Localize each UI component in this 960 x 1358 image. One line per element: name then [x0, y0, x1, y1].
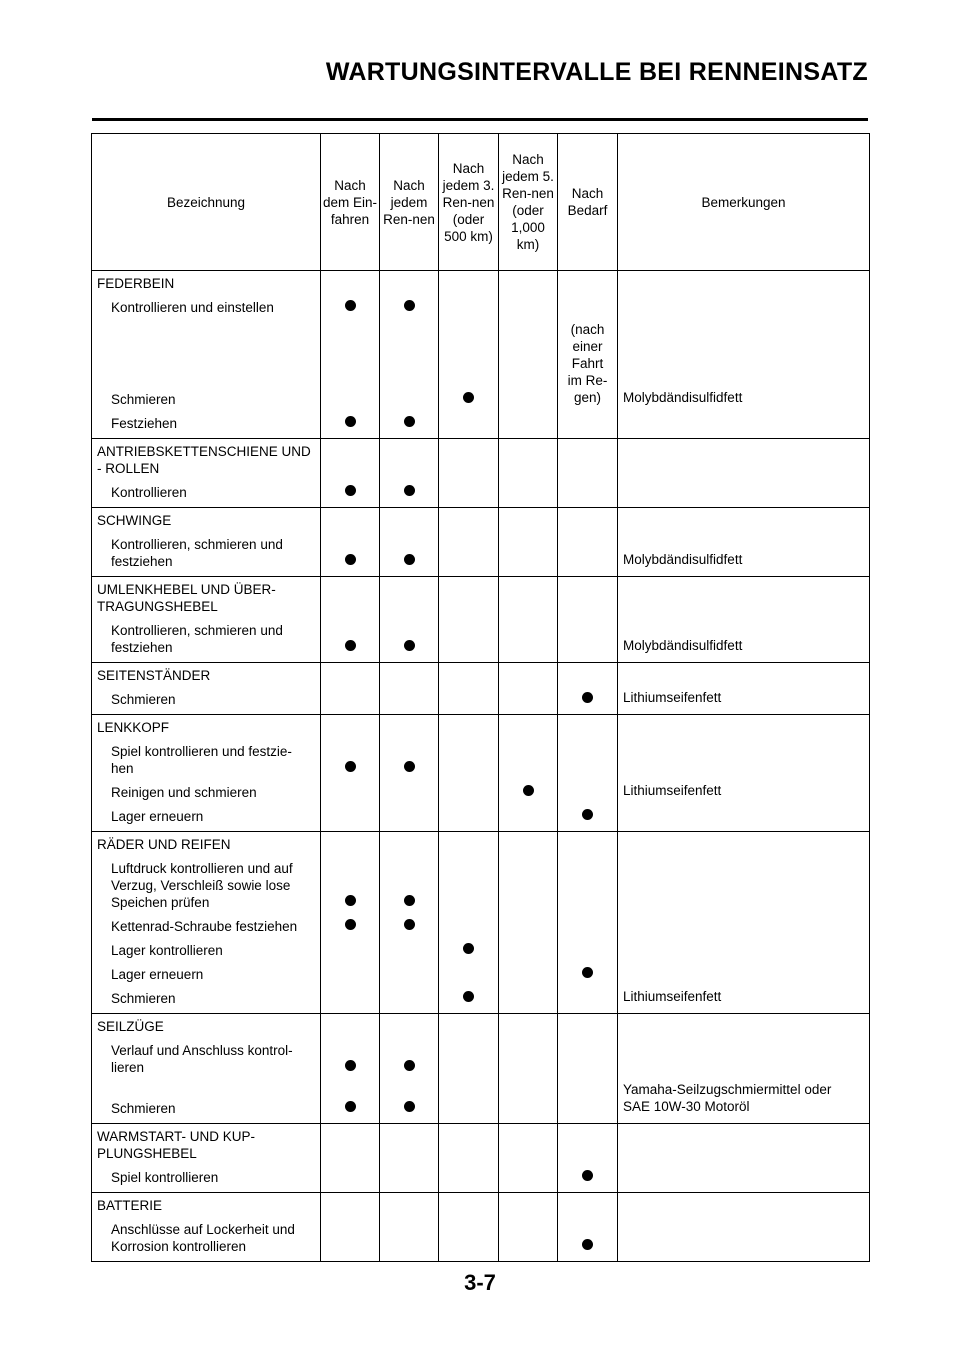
remarks-cell — [618, 1014, 870, 1124]
check-dot-icon — [463, 943, 474, 954]
section-title: SEITENSTÄNDER — [97, 668, 211, 683]
interval-cell — [499, 1124, 558, 1193]
task-label: Luftdruck kontrollieren und auf Verzug, Verschleiß sowie lose Speichen prüfen — [111, 861, 293, 910]
interval-cell — [439, 577, 499, 663]
remark-text: Molybdändisulfidfett — [623, 638, 743, 653]
section-name-cell — [92, 1124, 321, 1193]
check-dot-icon — [404, 895, 415, 906]
interval-cell — [558, 1193, 618, 1262]
section-row — [92, 1193, 870, 1262]
remarks-cell — [618, 439, 870, 508]
interval-cell — [321, 439, 380, 508]
task-label: Kontrollieren, schmieren und festziehen — [111, 537, 283, 569]
interval-cell — [380, 715, 439, 832]
section-name-cell — [92, 1193, 321, 1262]
remark-text: Molybdändisulfidfett — [623, 552, 743, 567]
task-label: Lager kontrollieren — [111, 943, 223, 958]
section-name-cell — [92, 715, 321, 832]
col-header-name: Bezeichnung — [92, 134, 321, 271]
section-title: SCHWINGE — [97, 513, 172, 528]
task-label: Anschlüsse auf Lockerheit und Korrosion kontrollieren — [111, 1222, 295, 1254]
interval-cell — [558, 832, 618, 1014]
interval-cell — [321, 508, 380, 577]
check-dot-icon — [345, 761, 356, 772]
section-row — [92, 715, 870, 832]
interval-cell — [439, 508, 499, 577]
interval-cell — [380, 663, 439, 715]
col-header-remarks: Bemerkungen — [618, 134, 870, 271]
task-label: Schmieren — [111, 1101, 176, 1116]
interval-cell — [380, 1124, 439, 1193]
task-label: Kontrollieren und einstellen — [111, 300, 274, 315]
remarks-cell — [618, 577, 870, 663]
remark-text: Lithiumseifenfett — [623, 783, 722, 798]
interval-cell — [380, 577, 439, 663]
interval-cell — [439, 439, 499, 508]
check-dot-icon — [582, 967, 593, 978]
check-dot-icon — [404, 919, 415, 930]
interval-cell — [499, 1014, 558, 1124]
col-header-every-race: Nach jedem Ren-nen — [380, 134, 439, 271]
check-dot-icon — [582, 1170, 593, 1181]
check-dot-icon — [404, 485, 415, 496]
interval-cell — [321, 577, 380, 663]
interval-cell — [439, 663, 499, 715]
check-dot-icon — [345, 919, 356, 930]
interval-cell — [558, 1124, 618, 1193]
check-dot-icon — [404, 640, 415, 651]
interval-cell — [321, 1014, 380, 1124]
interval-cell — [499, 439, 558, 508]
section-name-cell — [92, 663, 321, 715]
check-dot-icon — [345, 895, 356, 906]
col-header-every-5th-race: Nach jedem 5. Ren-nen (oder 1,000 km) — [499, 134, 558, 271]
task-label: Verlauf und Anschluss kontrol-lieren — [111, 1043, 293, 1075]
remarks-cell — [618, 832, 870, 1014]
interval-cell — [321, 271, 380, 439]
interval-cell — [380, 271, 439, 439]
interval-cell — [558, 1014, 618, 1124]
col-header-as-needed: Nach Bedarf — [558, 134, 618, 271]
interval-cell — [558, 508, 618, 577]
section-name-cell — [92, 439, 321, 508]
interval-cell — [380, 1014, 439, 1124]
task-label: Reinigen und schmieren — [111, 785, 257, 800]
section-name-cell — [92, 271, 321, 439]
remark-text: Molybdändisulfidfett — [623, 390, 743, 405]
interval-cell — [499, 1193, 558, 1262]
check-dot-icon — [404, 416, 415, 427]
interval-cell — [321, 715, 380, 832]
check-dot-icon — [582, 692, 593, 703]
page-title: WARTUNGSINTERVALLE BEI RENNEINSATZ — [325, 58, 868, 86]
remark-text: Lithiumseifenfett — [623, 690, 722, 705]
interval-cell — [558, 271, 618, 439]
section-name-cell — [92, 1014, 321, 1124]
section-title: SEILZÜGE — [97, 1019, 164, 1034]
section-row — [92, 508, 870, 577]
interval-cell — [499, 271, 558, 439]
interval-cell — [380, 1193, 439, 1262]
section-title: UMLENKHEBEL UND ÜBER-TRAGUNGSHEBEL — [97, 582, 276, 614]
check-dot-icon — [404, 1101, 415, 1112]
interval-cell — [439, 1193, 499, 1262]
section-row — [92, 577, 870, 663]
interval-cell — [439, 832, 499, 1014]
interval-cell — [439, 715, 499, 832]
task-label: Spiel kontrollieren und festzie-hen — [111, 744, 292, 776]
remarks-cell — [618, 715, 870, 832]
rain-note: (nach einer Fahrt im Re-gen) — [567, 322, 608, 405]
section-title: FEDERBEIN — [97, 276, 175, 291]
check-dot-icon — [345, 1060, 356, 1071]
interval-cell — [499, 832, 558, 1014]
check-dot-icon — [345, 485, 356, 496]
check-dot-icon — [345, 640, 356, 651]
section-name-cell — [92, 577, 321, 663]
check-dot-icon — [404, 300, 415, 311]
interval-cell — [558, 663, 618, 715]
check-dot-icon — [345, 554, 356, 565]
interval-cell — [439, 271, 499, 439]
check-dot-icon — [404, 1060, 415, 1071]
interval-cell — [321, 1124, 380, 1193]
interval-cell — [380, 439, 439, 508]
section-name-cell — [92, 832, 321, 1014]
interval-cell — [499, 715, 558, 832]
col-header-after-break-in: Nach dem Ein-fahren — [321, 134, 380, 271]
section-row — [92, 832, 870, 1014]
interval-cell — [499, 577, 558, 663]
interval-cell — [558, 439, 618, 508]
interval-cell — [380, 832, 439, 1014]
interval-cell — [321, 663, 380, 715]
task-label: Lager erneuern — [111, 809, 204, 824]
remarks-cell — [618, 508, 870, 577]
task-label: Schmieren — [111, 392, 176, 407]
task-label: Festziehen — [111, 416, 178, 431]
check-dot-icon — [463, 991, 474, 1002]
section-title: BATTERIE — [97, 1198, 163, 1213]
task-label: Lager erneuern — [111, 967, 204, 982]
page-number: 3-7 — [464, 1270, 496, 1295]
interval-cell — [558, 577, 618, 663]
interval-cell — [558, 715, 618, 832]
remark-text: Lithiumseifenfett — [623, 989, 722, 1004]
interval-cell — [321, 1193, 380, 1262]
maintenance-table — [91, 133, 870, 1262]
check-dot-icon — [345, 1101, 356, 1112]
header-row — [92, 134, 870, 271]
task-label: Kontrollieren — [111, 485, 187, 500]
col-header-every-3rd-race: Nach jedem 3. Ren-nen (oder 500 km) — [439, 134, 499, 271]
check-dot-icon — [404, 761, 415, 772]
check-dot-icon — [404, 554, 415, 565]
remarks-cell — [618, 271, 870, 439]
interval-cell — [499, 508, 558, 577]
check-dot-icon — [345, 300, 356, 311]
remarks-cell — [618, 1193, 870, 1262]
task-label: Schmieren — [111, 991, 176, 1006]
section-row — [92, 439, 870, 508]
section-title: WARMSTART- UND KUP-PLUNGSHEBEL — [97, 1129, 255, 1161]
check-dot-icon — [523, 785, 534, 796]
section-row — [92, 1124, 870, 1193]
check-dot-icon — [582, 809, 593, 820]
interval-cell — [439, 1124, 499, 1193]
interval-cell — [321, 832, 380, 1014]
check-dot-icon — [582, 1239, 593, 1250]
section-title: LENKKOPF — [97, 720, 170, 735]
interval-cell — [499, 663, 558, 715]
section-title: RÄDER UND REIFEN — [97, 837, 231, 852]
remark-text: Yamaha-Seilzugschmiermittel oder SAE 10W-30 Motoröl — [623, 1082, 832, 1114]
section-row — [92, 271, 870, 439]
section-row — [92, 1014, 870, 1124]
interval-cell — [380, 508, 439, 577]
check-dot-icon — [345, 416, 356, 427]
remarks-cell — [618, 663, 870, 715]
interval-cell — [439, 1014, 499, 1124]
task-label: Kettenrad-Schraube festziehen — [111, 919, 298, 934]
section-name-cell — [92, 508, 321, 577]
section-title: ANTRIEBSKETTENSCHIENE UND - ROLLEN — [97, 444, 311, 476]
title-rule — [92, 118, 868, 121]
task-label: Schmieren — [111, 692, 176, 707]
remarks-cell — [618, 1124, 870, 1193]
task-label: Spiel kontrollieren — [111, 1170, 219, 1185]
check-dot-icon — [463, 392, 474, 403]
section-row — [92, 663, 870, 715]
task-label: Kontrollieren, schmieren und festziehen — [111, 623, 283, 655]
